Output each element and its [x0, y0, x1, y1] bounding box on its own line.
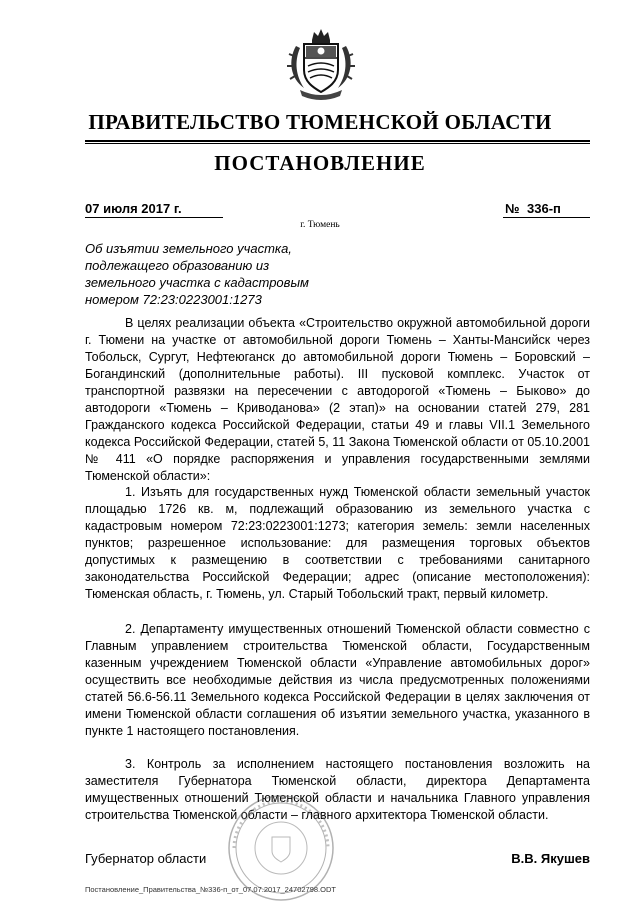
header-rule-thin [85, 143, 590, 144]
city-label: г. Тюмень [300, 220, 340, 230]
signatory-title: Губернатор области [85, 851, 207, 866]
subject-line: подлежащего образованию из [85, 258, 270, 273]
document-number: 336-п [527, 201, 561, 216]
document-date: 07 июля 2017 г. [85, 201, 182, 216]
number-underline [503, 217, 590, 218]
clause-1-paragraph: 1. Изъять для государственных нужд Тюменской области земельный участок площадью 1726 кв. м, подлежащий образованию из земельного участка с кадастровым номером 72:23:0223001:1273; категория земель: земли населенных пунктов; разрешенное использование: для размещения торговых объектов допустимых к размещению в соответствии с требованиями санитарного законодательства Российской Федерации; адрес (описание местоположения): Тюменская область, г. Тюмень, ул. Старый Тобольский тракт, первый километр. [85, 485, 590, 602]
preamble-paragraph: В целях реализации объекта «Строительство окружной автомобильной дороги г. Тюмени на участке от автомобильной дороги Тюмень – Ханты-Мансийск через Тобольск, Сургут, Нефтеюганск до автомобильной дороги Тюмень – Боровский – Богандинский (дополнительные работы). III пусковой комплекс. Участок от транспортной развязки на пересечении с автодорогой «Тюмень – Быково» до автодороги «Тюмень – Криводанова» (2 этап)» на основании статей 279, 281 Гражданского кодекса Российской Федерации, статьи 49 и главы VII.1 Земельного кодекса Российской Федерации, статей 5, 11 Закона Тюменской области от 05.10.2001 № 411 «О порядке распоряжения и управления государственными землями Тюменской области»: [85, 316, 590, 484]
date-underline [85, 217, 223, 218]
document-subject [85, 240, 345, 308]
subject-line: земельного участка с кадастровым [85, 275, 309, 290]
subject-line: Об изъятии земельного участка, [85, 241, 292, 256]
subject-line: номером 72:23:0223001:1273 [85, 292, 262, 307]
header-rule [85, 140, 590, 142]
government-name: ПРАВИТЕЛЬСТВО ТЮМЕНСКОЙ ОБЛАСТИ [88, 110, 552, 134]
clause-3-paragraph: 3. Контроль за исполнением настоящего постановления возложить на заместителя Губернатора Тюменской области, директора Департамента имущественных отношений Тюменской области и начальника Главного управления строительства Тюменской области – главного архитектора Тюменской области. [85, 757, 590, 823]
number-sign: № [505, 201, 520, 216]
clause-2-paragraph: 2. Департаменту имущественных отношений Тюменской области совместно с Главным управлением строительства Тюменской области, Государственным казенным учреждением Тюменской области «Управление автомобильных дорог» осуществить все необходимые действия из числа предусмотренных положениями статей 56.6-56.11 Земельного кодекса Российской Федерации в целях заключения от имени Тюменской области соглашения об изъятии земельного участка, указанного в пункте 1 настоящего постановления. [85, 622, 590, 739]
document-type: ПОСТАНОВЛЕНИЕ [214, 151, 426, 175]
footer-filename: Постановление_Правительства_№336-п_от_07.07.2017_24702798.ODT [85, 885, 336, 894]
signatory-name: В.В. Якушев [511, 851, 590, 866]
coat-of-arms-icon [286, 26, 356, 102]
